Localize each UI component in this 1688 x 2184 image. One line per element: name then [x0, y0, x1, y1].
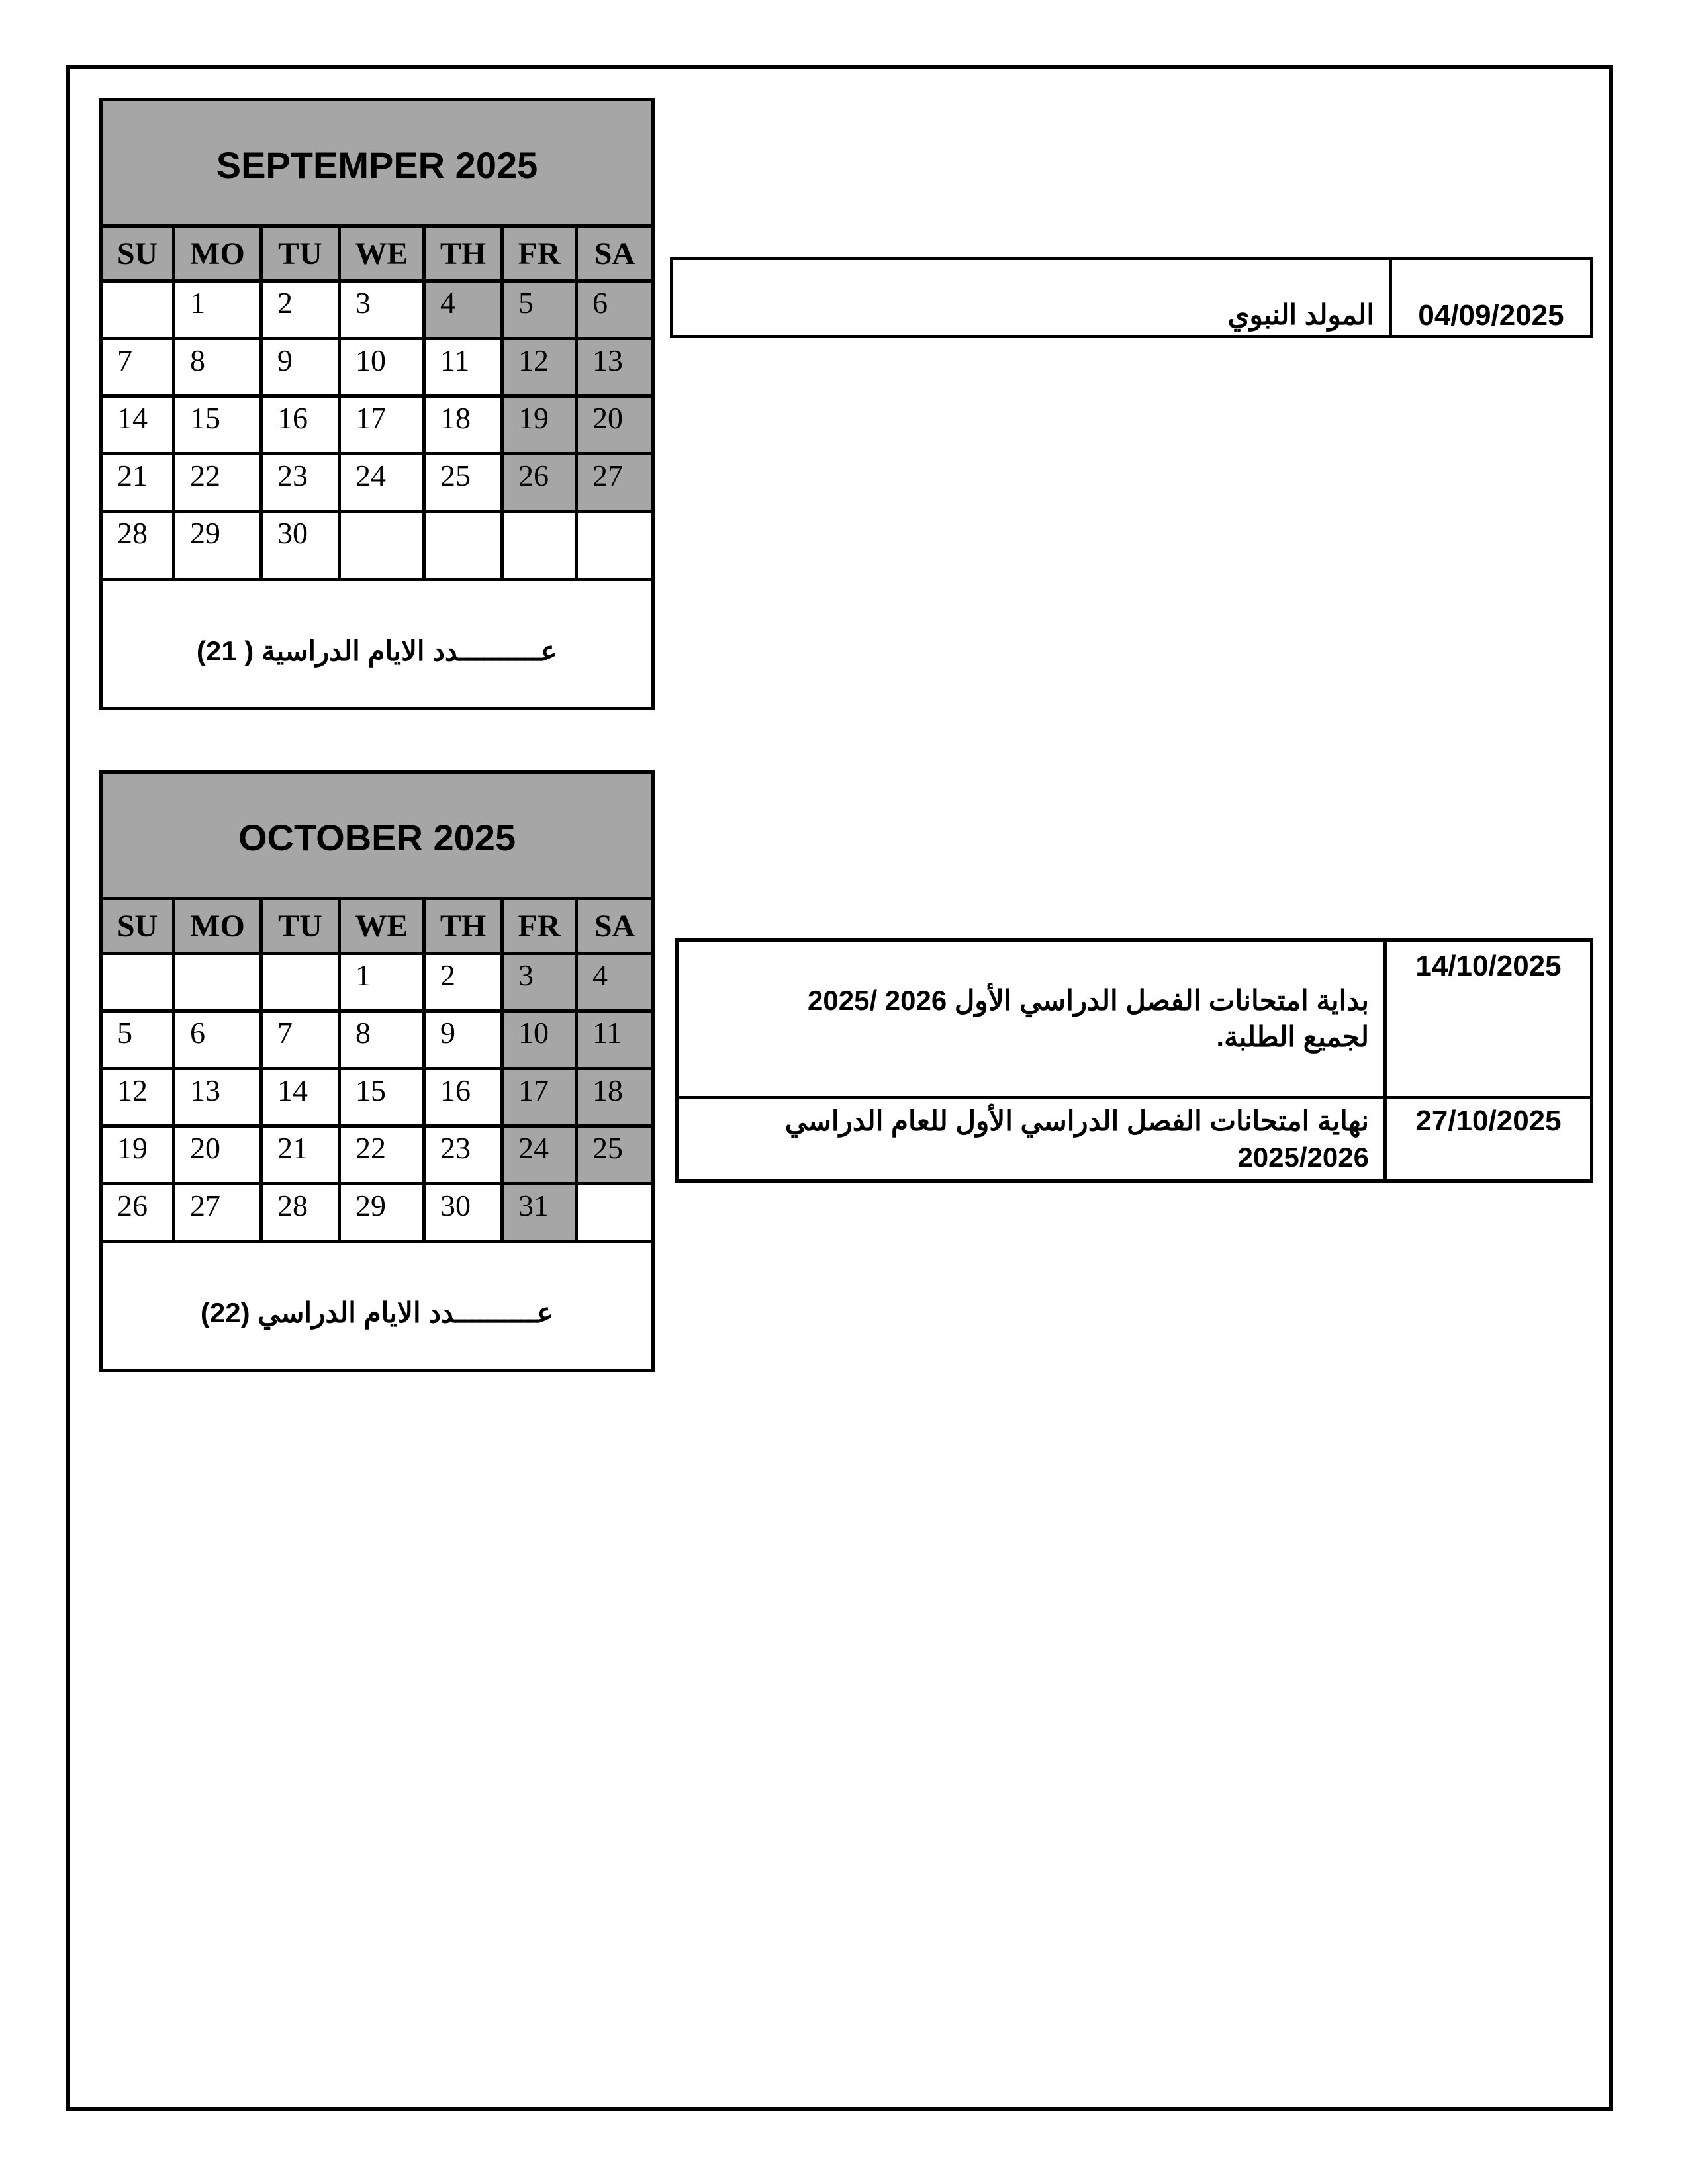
day-cell: 24	[340, 454, 424, 512]
event-date: 14/10/2025	[1385, 940, 1592, 1098]
day-cell: 5	[101, 1011, 174, 1069]
day-cell: 22	[174, 454, 261, 512]
month-title: OCTOBER 2025	[101, 772, 653, 899]
day-cell: 17	[340, 396, 424, 454]
weekend-cell: 18	[577, 1069, 653, 1126]
day-cell: 29	[340, 1184, 424, 1242]
day-cell: 26	[101, 1184, 174, 1242]
day-cell	[101, 281, 174, 339]
day-cell: 15	[174, 396, 261, 454]
day-header: FR	[502, 899, 577, 954]
day-header: SA	[577, 899, 653, 954]
day-header: MO	[174, 226, 261, 281]
day-cell: 29	[174, 512, 261, 580]
day-header: WE	[340, 226, 424, 281]
day-cell	[174, 954, 261, 1011]
day-cell: 10	[340, 339, 424, 396]
day-cell: 16	[424, 1069, 502, 1126]
day-cell: 14	[101, 396, 174, 454]
day-cell: 28	[261, 1184, 340, 1242]
day-cell: 23	[261, 454, 340, 512]
event-date: 04/09/2025	[1391, 259, 1592, 337]
day-cell: 7	[101, 339, 174, 396]
weekend-cell: 10	[502, 1011, 577, 1069]
weekend-cell: 25	[577, 1126, 653, 1184]
study-days-count: عــــــــــدد الايام الدراسي (22)	[101, 1242, 653, 1371]
day-cell	[340, 512, 424, 580]
day-cell	[424, 512, 502, 580]
day-cell: 7	[261, 1011, 340, 1069]
weekend-cell: 6	[577, 281, 653, 339]
day-cell: 8	[340, 1011, 424, 1069]
calendar-september	[99, 98, 655, 710]
day-cell: 14	[261, 1069, 340, 1126]
day-cell: 28	[101, 512, 174, 580]
day-cell	[577, 512, 653, 580]
event-description: المولد النبوي	[672, 259, 1391, 337]
day-header: TH	[424, 226, 502, 281]
day-header: MO	[174, 899, 261, 954]
day-cell: 12	[101, 1069, 174, 1126]
day-header: SA	[577, 226, 653, 281]
day-cell: 11	[424, 339, 502, 396]
day-header: SU	[101, 899, 174, 954]
calendar-october	[99, 770, 655, 1372]
weekend-cell: 27	[577, 454, 653, 512]
day-cell: 2	[424, 954, 502, 1011]
day-cell: 21	[101, 454, 174, 512]
day-cell: 1	[174, 281, 261, 339]
weekend-cell: 31	[502, 1184, 577, 1242]
day-cell: 6	[174, 1011, 261, 1069]
weekend-cell: 5	[502, 281, 577, 339]
day-cell: 19	[101, 1126, 174, 1184]
day-cell: 9	[424, 1011, 502, 1069]
day-cell: 13	[174, 1069, 261, 1126]
day-cell: 18	[424, 396, 502, 454]
event-description: بداية امتحانات الفصل الدراسي الأول 2026 /2025 لجميع الطلبة.	[677, 940, 1385, 1098]
day-cell: 23	[424, 1126, 502, 1184]
weekend-cell: 20	[577, 396, 653, 454]
weekend-cell: 24	[502, 1126, 577, 1184]
weekend-cell: 4	[577, 954, 653, 1011]
weekend-cell: 13	[577, 339, 653, 396]
day-cell: 30	[424, 1184, 502, 1242]
day-header: TU	[261, 899, 340, 954]
day-cell	[101, 954, 174, 1011]
day-cell: 27	[174, 1184, 261, 1242]
day-header: SU	[101, 226, 174, 281]
day-cell: 9	[261, 339, 340, 396]
weekend-cell: 19	[502, 396, 577, 454]
weekend-cell: 26	[502, 454, 577, 512]
month-title: SEPTEMPER 2025	[101, 100, 653, 226]
day-cell: 30	[261, 512, 340, 580]
day-cell	[502, 512, 577, 580]
day-header: TU	[261, 226, 340, 281]
day-cell	[577, 1184, 653, 1242]
day-header: WE	[340, 899, 424, 954]
event-description: نهاية امتحانات الفصل الدراسي الأول للعام الدراسي 2025/2026	[677, 1098, 1385, 1181]
weekend-cell: 12	[502, 339, 577, 396]
day-cell: 25	[424, 454, 502, 512]
weekend-cell: 17	[502, 1069, 577, 1126]
events-september	[670, 257, 1593, 338]
day-cell: 8	[174, 339, 261, 396]
holiday-cell: 4	[424, 281, 502, 339]
day-cell: 20	[174, 1126, 261, 1184]
day-header: TH	[424, 899, 502, 954]
day-cell: 2	[261, 281, 340, 339]
weekend-cell: 3	[502, 954, 577, 1011]
day-cell: 15	[340, 1069, 424, 1126]
day-cell: 1	[340, 954, 424, 1011]
events-october	[675, 938, 1593, 1183]
day-cell	[261, 954, 340, 1011]
day-cell: 21	[261, 1126, 340, 1184]
weekend-cell: 11	[577, 1011, 653, 1069]
event-date: 27/10/2025	[1385, 1098, 1592, 1181]
day-cell: 3	[340, 281, 424, 339]
study-days-count: عــــــــــدد الايام الدراسية ( 21)	[101, 580, 653, 709]
day-cell: 16	[261, 396, 340, 454]
day-header: FR	[502, 226, 577, 281]
day-cell: 22	[340, 1126, 424, 1184]
